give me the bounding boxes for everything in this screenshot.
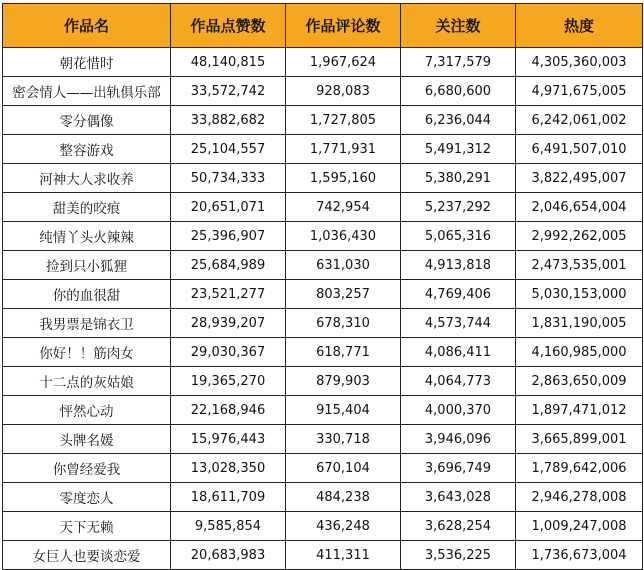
cell-title: 纯情丫头火辣辣	[3, 222, 171, 251]
cell-heat: 1,789,642,006	[516, 454, 643, 483]
cell-title: 怦然心动	[3, 396, 171, 425]
cell-followers: 5,065,316	[401, 222, 516, 251]
cell-followers: 3,696,749	[401, 454, 516, 483]
table-row	[3, 135, 643, 164]
cell-comments: 915,404	[286, 396, 401, 425]
cell-likes: 20,683,983	[171, 541, 286, 570]
cell-likes: 29,030,367	[171, 338, 286, 367]
table-row	[3, 193, 643, 222]
table-row	[3, 454, 643, 483]
cell-heat: 1,897,471,012	[516, 396, 643, 425]
cell-comments: 670,104	[286, 454, 401, 483]
cell-title: 女巨人也要谈恋爱	[3, 541, 171, 570]
cell-heat: 2,946,278,008	[516, 483, 643, 512]
cell-likes: 23,521,277	[171, 280, 286, 309]
cell-likes: 50,734,333	[171, 164, 286, 193]
cell-title: 零分偶像	[3, 106, 171, 135]
cell-heat: 2,863,650,009	[516, 367, 643, 396]
cell-likes: 28,939,207	[171, 309, 286, 338]
cell-followers: 3,643,028	[401, 483, 516, 512]
cell-heat: 5,030,153,000	[516, 280, 643, 309]
cell-title: 捡到只小狐狸	[3, 251, 171, 280]
cell-heat: 6,491,507,010	[516, 135, 643, 164]
cell-comments: 1,036,430	[286, 222, 401, 251]
cell-likes: 25,684,989	[171, 251, 286, 280]
table-row	[3, 425, 643, 454]
cell-comments: 411,311	[286, 541, 401, 570]
cell-heat: 3,665,899,001	[516, 425, 643, 454]
cell-title: 头牌名媛	[3, 425, 171, 454]
cell-likes: 33,572,742	[171, 77, 286, 106]
cell-comments: 928,083	[286, 77, 401, 106]
cell-heat: 1,009,247,008	[516, 512, 643, 541]
cell-comments: 1,595,160	[286, 164, 401, 193]
cell-likes: 25,396,907	[171, 222, 286, 251]
header-likes: 作品点赞数	[171, 4, 286, 48]
cell-likes: 25,104,557	[171, 135, 286, 164]
cell-comments: 1,967,624	[286, 48, 401, 77]
cell-followers: 4,064,773	[401, 367, 516, 396]
table-row	[3, 77, 643, 106]
header-row	[3, 4, 643, 48]
cell-followers: 4,086,411	[401, 338, 516, 367]
cell-likes: 13,028,350	[171, 454, 286, 483]
table-row	[3, 367, 643, 396]
ranking-table-container	[0, 3, 644, 570]
cell-likes: 15,976,443	[171, 425, 286, 454]
cell-comments: 803,257	[286, 280, 401, 309]
cell-followers: 4,573,744	[401, 309, 516, 338]
cell-comments: 1,771,931	[286, 135, 401, 164]
table-row	[3, 222, 643, 251]
table-row	[3, 541, 643, 570]
cell-heat: 2,473,535,001	[516, 251, 643, 280]
cell-likes: 18,611,709	[171, 483, 286, 512]
cell-title: 我男票是锦衣卫	[3, 309, 171, 338]
table-row	[3, 512, 643, 541]
cell-comments: 484,238	[286, 483, 401, 512]
header-comments: 作品评论数	[286, 4, 401, 48]
cell-title: 你好！！筋肉女	[3, 338, 171, 367]
cell-likes: 48,140,815	[171, 48, 286, 77]
cell-heat: 1,831,190,005	[516, 309, 643, 338]
cell-heat: 1,736,673,004	[516, 541, 643, 570]
cell-followers: 6,680,600	[401, 77, 516, 106]
cell-likes: 33,882,682	[171, 106, 286, 135]
cell-title: 甜美的咬痕	[3, 193, 171, 222]
cell-heat: 2,046,654,004	[516, 193, 643, 222]
cell-followers: 3,946,096	[401, 425, 516, 454]
cell-likes: 9,585,854	[171, 512, 286, 541]
cell-likes: 22,168,946	[171, 396, 286, 425]
table-row	[3, 106, 643, 135]
table-row	[3, 309, 643, 338]
cell-title: 零度恋人	[3, 483, 171, 512]
cell-title: 天下无赖	[3, 512, 171, 541]
cell-followers: 3,628,254	[401, 512, 516, 541]
cell-followers: 6,236,044	[401, 106, 516, 135]
table-row	[3, 396, 643, 425]
cell-comments: 879,903	[286, 367, 401, 396]
cell-heat: 4,160,985,000	[516, 338, 643, 367]
cell-heat: 6,242,061,002	[516, 106, 643, 135]
table-header	[3, 4, 643, 48]
cell-title: 密会情人——出轨俱乐部	[3, 77, 171, 106]
cell-title: 你曾经爱我	[3, 454, 171, 483]
cell-title: 朝花惜时	[3, 48, 171, 77]
cell-followers: 5,380,291	[401, 164, 516, 193]
cell-title: 十二点的灰姑娘	[3, 367, 171, 396]
cell-title: 河神大人求收养	[3, 164, 171, 193]
ranking-table	[2, 3, 643, 570]
cell-likes: 19,365,270	[171, 367, 286, 396]
cell-heat: 2,992,262,005	[516, 222, 643, 251]
cell-heat: 3,822,495,007	[516, 164, 643, 193]
table-row	[3, 280, 643, 309]
table-row	[3, 48, 643, 77]
cell-followers: 5,491,312	[401, 135, 516, 164]
cell-followers: 5,237,292	[401, 193, 516, 222]
cell-comments: 678,310	[286, 309, 401, 338]
cell-heat: 4,971,675,005	[516, 77, 643, 106]
cell-followers: 4,000,370	[401, 396, 516, 425]
cell-heat: 4,305,360,003	[516, 48, 643, 77]
cell-comments: 1,727,805	[286, 106, 401, 135]
header-heat: 热度	[516, 4, 643, 48]
cell-likes: 20,651,071	[171, 193, 286, 222]
cell-title: 你的血很甜	[3, 280, 171, 309]
header-followers: 关注数	[401, 4, 516, 48]
cell-followers: 7,317,579	[401, 48, 516, 77]
cell-comments: 436,248	[286, 512, 401, 541]
table-row	[3, 483, 643, 512]
cell-followers: 4,769,406	[401, 280, 516, 309]
cell-followers: 4,913,818	[401, 251, 516, 280]
table-body	[3, 48, 643, 570]
table-row	[3, 338, 643, 367]
header-title: 作品名	[3, 4, 171, 48]
cell-followers: 3,536,225	[401, 541, 516, 570]
cell-comments: 631,030	[286, 251, 401, 280]
cell-comments: 330,718	[286, 425, 401, 454]
cell-comments: 742,954	[286, 193, 401, 222]
table-row	[3, 251, 643, 280]
cell-title: 整容游戏	[3, 135, 171, 164]
cell-comments: 618,771	[286, 338, 401, 367]
table-row	[3, 164, 643, 193]
